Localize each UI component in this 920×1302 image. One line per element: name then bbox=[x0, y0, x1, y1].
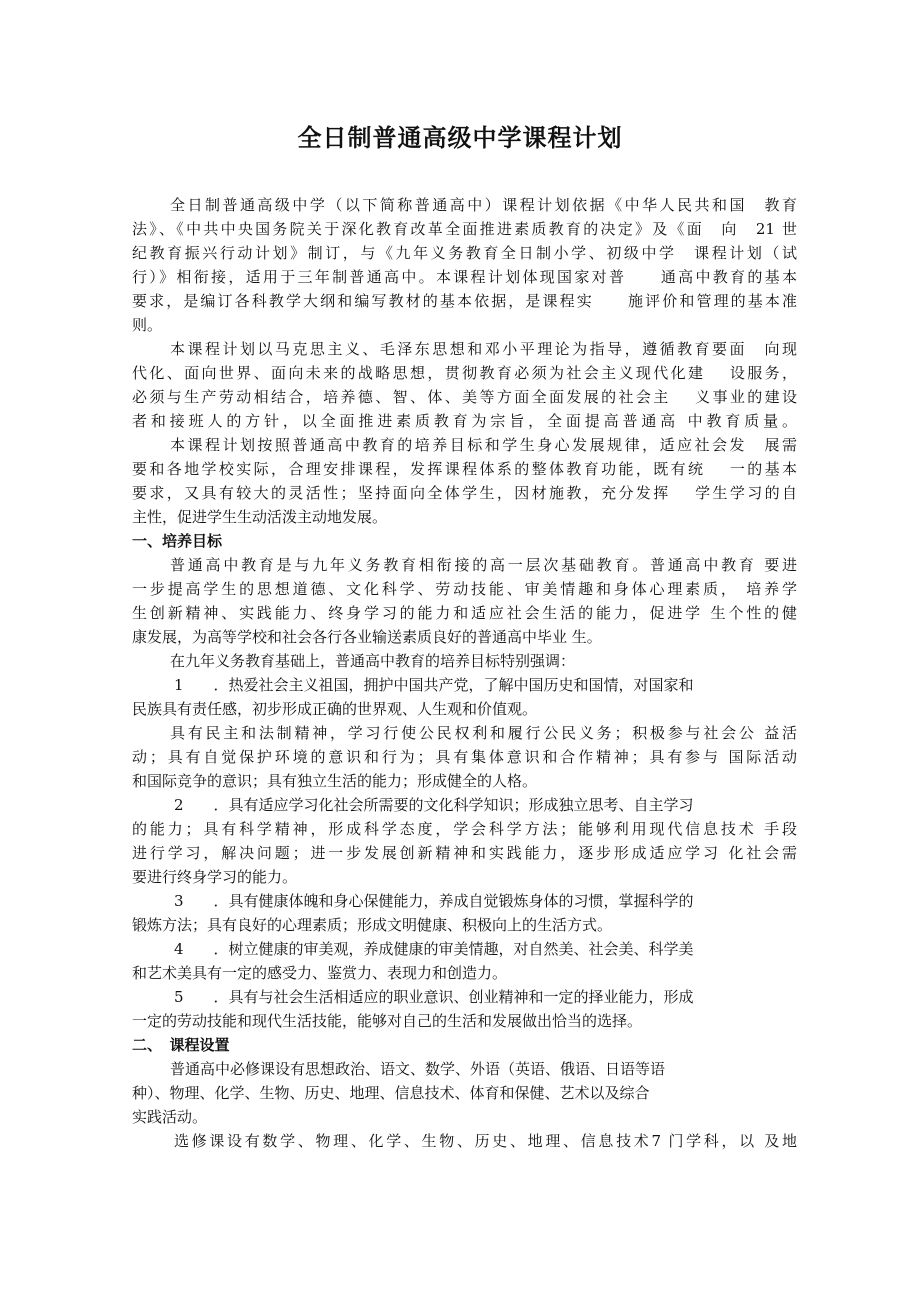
text-line: 行）》相衔接，适用于三年制普通高中。本课程计划体现国家对普 通高中教育的基本 bbox=[132, 268, 797, 286]
list-item-line: 5 ．具有与社会生活相适应的职业意识、创业精神和一定的择业能力，形成 bbox=[174, 988, 694, 1006]
text-line: 一定的劳动技能和现代生活技能，能够对自己的生活和发展做出恰当的选择。 bbox=[132, 1012, 643, 1030]
text-line: 全日制普通高级中学（以下简称普通高中）课程计划依据《中华人民共和国 教育 bbox=[170, 196, 797, 214]
text-line: 纪教育振兴行动计划》制订，与《九年义务教育全日制小学、初级中学 课程计划（试 bbox=[132, 244, 797, 262]
text-line: 必须与生产劳动相结合，培养德、智、体、美等方面全面发展的社会主 义事业的建设 bbox=[132, 388, 797, 406]
list-item-line: 1 ．热爱社会主义祖国，拥护中国共产党，了解中国历史和国情，对国家和 bbox=[174, 676, 694, 694]
text-line: 则。 bbox=[132, 316, 163, 334]
text-line: 代化、面向世界、面向未来的战略思想，贯彻教育必须为社会主义现代化建 设服务， bbox=[132, 364, 797, 382]
list-item-line: 3 ．具有健康体魄和身心保健能力，养成自觉锻炼身体的习惯，掌握科学的 bbox=[174, 892, 694, 910]
text-line: 要求，是编订各科教学大纲和编写教材的基本依据，是课程实 施评价和管理的基本准 bbox=[132, 292, 797, 310]
text-line: 本课程计划按照普通高中教育的培养目标和学生身心发展规律，适应社会发 展需 bbox=[170, 436, 797, 454]
text-line: 要求，又具有较大的灵活性；坚持面向全体学生，因材施教，充分发挥 学生学习的自 bbox=[132, 484, 797, 502]
text-line: 法》、《中共中央国务院关于深化教育改革全面推进素质教育的决定》及《面 向 21 世 bbox=[132, 220, 797, 238]
text-line: 具有民主和法制精神，学习行使公民权利和履行公民义务；积极参与社会公 益活 bbox=[170, 724, 797, 742]
text-line: 本课程计划以马克思主义、毛泽东思想和邓小平理论为指导，遵循教育要面 向现 bbox=[170, 340, 797, 358]
text-line: 要进行终身学习的能力。 bbox=[132, 868, 298, 886]
text-line: 者和接班人的方针，以全面推进素质教育为宗旨，全面提高普通高 中教育质量。 bbox=[132, 412, 797, 430]
text-line: 生创新精神、实践能力、终身学习的能力和适应社会生活的能力，促进学 生个性的健 bbox=[132, 604, 797, 622]
section-heading: 二、 课程设置 bbox=[132, 1036, 230, 1054]
text-line: 普通高中教育是与九年义务教育相衔接的高一层次基础教育。普通高中教育 要进 bbox=[170, 556, 797, 574]
text-line: 种）、物理、化学、生物、历史、地理、信息技术、体育和保健、艺术以及综合 bbox=[132, 1084, 650, 1102]
text-line: 锻炼方法；具有良好的心理素质；形成文明健康、积极向上的生活方式。 bbox=[132, 916, 613, 934]
text-line: 动；具有自觉保护环境的意识和行为；具有集体意识和合作精神；具有参与 国际活动 bbox=[132, 748, 797, 766]
text-line: 在九年义务教育基础上，普通高中教育的培养目标特别强调： bbox=[170, 652, 576, 670]
text-line: 要和各地学校实际，合理安排课程，发挥课程体系的整体教育功能，既有统 一的基本 bbox=[132, 460, 797, 478]
page-title: 全日制普通高级中学课程计划 bbox=[297, 124, 623, 152]
list-item-line: 4 ．树立健康的审美观，养成健康的审美情趣，对自然美、社会美、科学美 bbox=[174, 940, 694, 958]
text-line: 的能力；具有科学精神，形成科学态度，学会科学方法；能够利用现代信息技术 手段 bbox=[132, 820, 797, 838]
text-line: 选修课设有数学、物理、化学、生物、历史、地理、信息技术7 门学科，以 及地 bbox=[174, 1132, 797, 1150]
text-line: 和艺术美具有一定的感受力、鉴赏力、表现力和创造力。 bbox=[132, 964, 508, 982]
text-line: 康发展，为高等学校和社会各行各业输送素质良好的普通高中毕业 生。 bbox=[132, 628, 602, 646]
section-heading: 一、培养目标 bbox=[132, 532, 223, 550]
list-item-line: 2 ．具有适应学习化社会所需要的文化科学知识；形成独立思考、自主学习 bbox=[174, 796, 694, 814]
text-line: 民族具有责任感，初步形成正确的世界观、人生观和价值观。 bbox=[132, 700, 538, 718]
text-line: 普通高中必修课设有思想政治、语文、数学、外语（英语、俄语、日语等语 bbox=[170, 1060, 666, 1078]
text-line: 进行学习，解决问题；进一步发展创新精神和实践能力，逐步形成适应学习 化社会需 bbox=[132, 844, 797, 862]
document-body bbox=[132, 193, 797, 1153]
text-line: 一步提高学生的思想道德、文化科学、劳动技能、审美情趣和身体心理素质， 培养学 bbox=[132, 580, 797, 598]
text-line: 主性，促进学生生动活泼主动地发展。 bbox=[132, 508, 388, 526]
text-line: 实践活动。 bbox=[132, 1108, 208, 1126]
text-line: 和国际竞争的意识；具有独立生活的能力；形成健全的人格。 bbox=[132, 772, 538, 790]
